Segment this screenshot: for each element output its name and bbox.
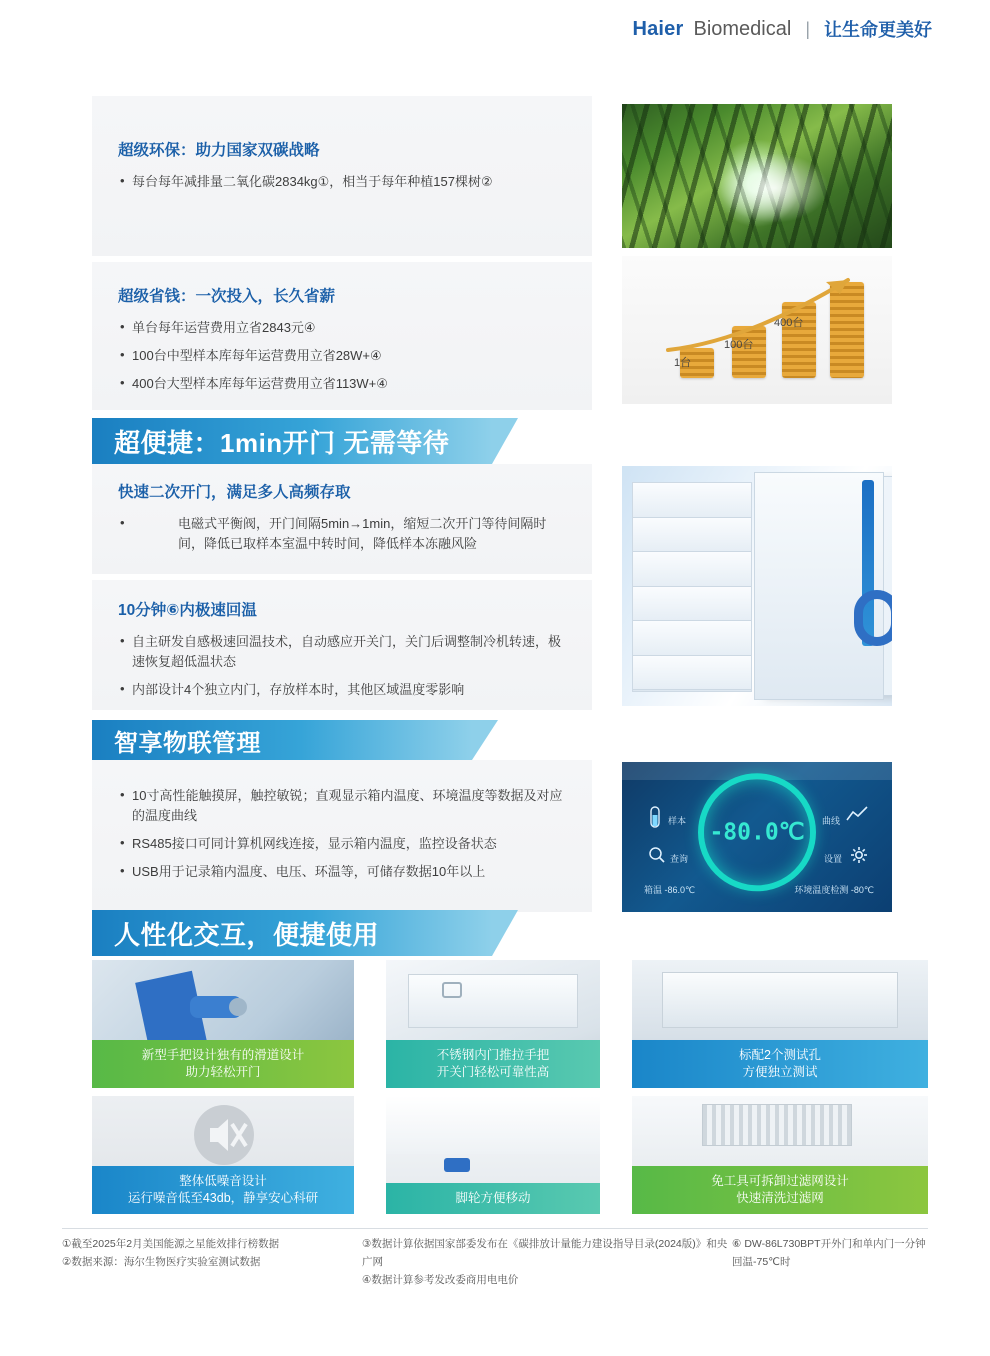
sample-tube-icon[interactable] bbox=[648, 806, 662, 832]
coins-growth-photo bbox=[622, 256, 892, 404]
brand-band bbox=[570, 0, 990, 58]
gallery-tile-3 bbox=[632, 960, 928, 1088]
saving-bullet-list bbox=[118, 318, 562, 394]
brand-slogan: 让生命更美好 bbox=[824, 20, 932, 40]
page-bottom-bar bbox=[0, 1338, 990, 1356]
tile-caption-6: 免工具可拆卸过滤网设计 快速清洗过滤网 bbox=[632, 1166, 928, 1214]
list-item: • 内部设计4个独立内门，存放样本时，其他区域温度零影响 bbox=[118, 680, 562, 700]
footnote-text: ③数据计算依据国家部委发布在《碳排放计量能力建设指导目录(2024版)》和央广网 bbox=[362, 1238, 728, 1268]
section-ribbon-interaction: 人性化交互，便捷使用 bbox=[92, 910, 492, 956]
footnote-text: ⑥ DW-86L730BPT开外门和单内门一分钟回温-75℃时 bbox=[732, 1238, 926, 1268]
tile-caption-5: 脚轮方便移动 bbox=[386, 1183, 600, 1214]
gallery-tile-4 bbox=[92, 1096, 354, 1214]
list-item: • 单台每年运营费用立省2843元④ bbox=[118, 318, 562, 338]
footnote-text: ①截至2025年2月美国能源之星能效排行榜数据 bbox=[62, 1238, 280, 1250]
eco-panel bbox=[92, 96, 592, 256]
gallery-tile-1 bbox=[92, 960, 354, 1088]
forest-photo bbox=[622, 104, 892, 248]
list-item: • 自主研发自感极速回温技术，自动感应开关门，关门后调整制冷机转速，极速恢复超低温状态 bbox=[118, 632, 562, 672]
saving-title: 超级省钱：一次投入，长久省薪 bbox=[118, 288, 336, 305]
tile-caption-2: 不锈钢内门推拉手把 开关门轻松可靠性高 bbox=[386, 1040, 600, 1088]
screen-footer-left: 箱温 -86.0℃ bbox=[644, 885, 696, 895]
search-icon[interactable] bbox=[648, 846, 666, 864]
eco-bullet-list bbox=[118, 172, 562, 192]
freezer-inner-shelves bbox=[632, 482, 752, 692]
footer-divider bbox=[62, 1228, 928, 1229]
filter-mesh-icon bbox=[702, 1104, 852, 1146]
convenient-sub2-list bbox=[118, 632, 562, 700]
eco-title: 超级环保：助力国家双碳战略 bbox=[118, 142, 320, 159]
list-item: • 每台每年减排量二氧化碳2834kg①，相当于每年种植157棵树② bbox=[118, 172, 562, 192]
convenient-panel-2 bbox=[92, 580, 592, 710]
header-corner-decoration bbox=[932, 0, 990, 58]
gear-icon[interactable] bbox=[850, 846, 868, 864]
brand-divider: | bbox=[805, 18, 810, 39]
freezer-door-photo bbox=[622, 466, 892, 706]
gallery-tile-2 bbox=[386, 960, 600, 1088]
list-item: • 100台中型样本库每年运营费用立省28W+④ bbox=[118, 346, 562, 366]
list-item: • 400台大型样本库每年运营费用立省113W+④ bbox=[118, 374, 562, 394]
mute-speaker-icon bbox=[178, 1102, 270, 1168]
tile-caption-3: 标配2个测试孔 方便独立测试 bbox=[632, 1040, 928, 1088]
brand-biomedical-text: Biomedical bbox=[693, 17, 792, 40]
footnote-text: ②数据来源：海尔生物医疗实验室测试数据 bbox=[62, 1255, 261, 1268]
pull-handle-icon bbox=[442, 982, 462, 998]
screen-label-sample[interactable]: 样本 bbox=[668, 816, 687, 826]
page-header bbox=[0, 0, 990, 62]
iot-panel bbox=[92, 760, 592, 912]
curve-chart-icon[interactable] bbox=[846, 806, 868, 822]
iot-bullet-list bbox=[118, 786, 564, 883]
growth-arrow-icon bbox=[662, 270, 872, 356]
test-port-panel bbox=[662, 972, 898, 1028]
section-ribbon-convenient: 超便捷：1min开门 无需等待 bbox=[92, 418, 492, 464]
freezer-door-handle-icon bbox=[854, 590, 892, 646]
footnote-text: ④数据计算参考发改委商用电电价 bbox=[362, 1273, 519, 1286]
coin-label-3: 400台 bbox=[774, 317, 804, 329]
list-item: • USB用于记录箱内温度、电压、环温等，可储存数据10年以上 bbox=[118, 862, 564, 882]
screen-label-query[interactable]: 查询 bbox=[670, 854, 689, 864]
convenient-sub1-list bbox=[118, 514, 562, 554]
saving-panel bbox=[92, 262, 592, 410]
temperature-dial bbox=[698, 773, 816, 891]
tile-caption-1: 新型手把设计独有的滑道设计 助力轻松开门 bbox=[92, 1040, 354, 1088]
screen-label-curve[interactable]: 曲线 bbox=[821, 816, 840, 826]
screen-footer-right: 环境温度检测 -80℃ bbox=[794, 885, 874, 895]
coin-label-2: 100台 bbox=[724, 339, 754, 351]
list-item: • 10寸高性能触摸屏，触控敏锐；直观显示箱内温度、环境温度等数据及对应的温度曲线 bbox=[118, 786, 564, 826]
gallery-tile-6 bbox=[632, 1096, 928, 1214]
convenient-sub1-title: 快速二次开门，满足多人高频存取 bbox=[118, 484, 351, 501]
coin-label-1: 1台 bbox=[674, 357, 692, 369]
tile-caption-4: 整体低噪音设计 运行噪音低至43db，静享安心科研 bbox=[92, 1166, 354, 1214]
caster-wheel-icon bbox=[444, 1158, 470, 1172]
gallery-tile-5 bbox=[386, 1096, 600, 1214]
convenient-panel-1 bbox=[92, 464, 592, 574]
touchscreen-photo[interactable] bbox=[622, 762, 892, 912]
list-item: • RS485接口可同计算机网线连接，显示箱内温度，监控设备状态 bbox=[118, 834, 564, 854]
convenient-sub2-title: 10分钟⑥内极速回温 bbox=[118, 602, 257, 619]
cabinet-base bbox=[386, 1096, 600, 1154]
brand-haier-text: Haier bbox=[632, 17, 684, 40]
section-ribbon-iot: 智享物联管理 bbox=[92, 720, 472, 760]
footnotes bbox=[62, 1236, 942, 1290]
temperature-value: -80.0℃ bbox=[709, 819, 805, 846]
list-item: • 电磁式平衡阀，开门间隔5min→1min，缩短二次开门等待间隔时间，降低已取样本室温中转时间，降低样本冻融风险 bbox=[118, 514, 562, 554]
screen-label-settings[interactable]: 设置 bbox=[823, 854, 842, 864]
inner-door-panel bbox=[408, 974, 578, 1028]
